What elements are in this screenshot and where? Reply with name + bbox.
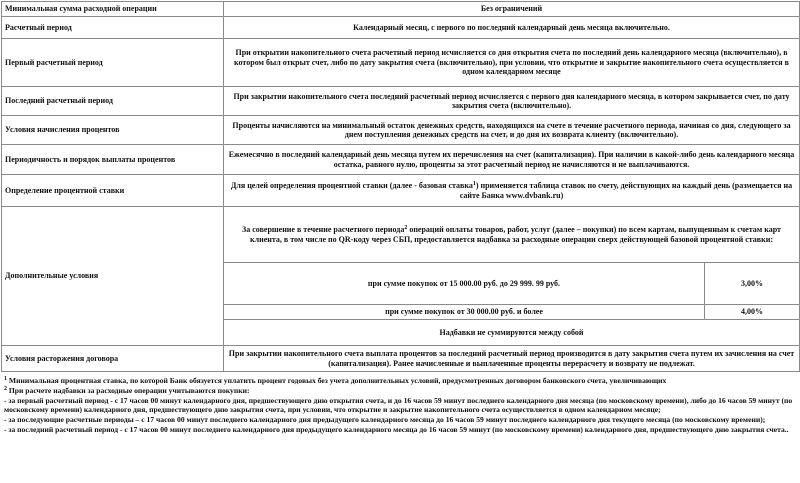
footnote-number: 1 xyxy=(4,376,7,382)
tier-rate: 4,00% xyxy=(705,305,800,320)
row-value: При открытии накопительного счета расчетный период исчисляется со дня открытия счета по последний день календарного месяца (включительно), в котором был открыт счет, либо по дату закрытия счета (включительно), при условии, что открытие и закрытие накопительного счета осуществляется в одном календарном месяце xyxy=(224,39,800,87)
footnote-text: При расчете надбавки за расходные операции учитываются покупки: xyxy=(7,385,250,395)
table-row xyxy=(2,175,800,207)
rate-definition-text: Для целей определения процентной ставки (далее - базовая ставка xyxy=(230,181,473,190)
row-value: При закрытии накопительного счета выплата процентов за последний расчетный период производится в дату закрытия счета путем их зачисления на счет (капитализация). Ранее начисленные и выплаченные проценты перерасчету и возврату не подлежат. xyxy=(224,346,800,372)
footnote-line: - за последующие расчетные периоды – с 17 часов 00 минут последнего календарного дня предыдущего календарного месяца до 16 часов 59 минут последнего календарного дня текущего месяца (по московскому времени); xyxy=(4,415,766,425)
row-label: Расчетный период xyxy=(2,17,224,39)
bonus-intro-text-cont: операций оплаты товаров, работ, услуг (далее – покупки) по всем картам, выпущенным к счетам карт клиента, в том числе по QR-коду через СБП, предоставляется надбавка за расходные операции сверх действующей базовой процентной ставки: xyxy=(250,225,781,244)
bonus-intro-text: За совершение в течение расчетного периода xyxy=(242,225,405,234)
tier-condition: при сумме покупок от 30 000.00 руб. и более xyxy=(224,305,705,320)
footnote-ref: 1 xyxy=(472,181,476,187)
table-row xyxy=(2,116,800,145)
tier-rate: 3,00% xyxy=(705,263,800,305)
bonus-intro xyxy=(224,207,800,263)
row-label: Первый расчетный период xyxy=(2,39,224,87)
row-value: Календарный месяц, с первого по последний календарный день месяца включительно. xyxy=(224,17,800,39)
table-row xyxy=(2,17,800,39)
row-value: Ежемесячно в последний календарный день месяца путем их перечисления на счет (капитализация). При наличии в какой-либо день календарного месяца остатка, равного нулю, проценты за этот расчетный период не начисляются и не выплачиваются. xyxy=(224,145,800,175)
row-value: Проценты начисляются на минимальный остаток денежных средств, находящихся на счете в течение расчетного периода, начиная со дня, следующего за днем поступления денежных средств на счет, и до дня их возврата клиенту (включительно). xyxy=(224,116,800,145)
row-label: Условия начисления процентов xyxy=(2,116,224,145)
table-row xyxy=(2,346,800,372)
footnote-2 xyxy=(4,386,796,396)
additional-conditions-label: Дополнительные условия xyxy=(2,207,224,346)
deposit-terms-table xyxy=(1,1,800,372)
table-row xyxy=(2,87,800,116)
rate-definition-text-cont: ) применяется таблица ставок по счету, действующих на каждый день (размещается на сайте Банка www.dvbank.ru) xyxy=(459,181,793,200)
row-value: При закрытии накопительного счета последний расчетный период исчисляется с первого дня календарного месяца, в котором закрывается счет, по дату закрытия счета (включительно). xyxy=(224,87,800,116)
row-label: Определение процентной ставки xyxy=(2,175,224,207)
table-row xyxy=(2,207,800,263)
row-label: Условия расторжения договора xyxy=(2,346,224,372)
bonus-note: Надбавки не суммируются между собой xyxy=(224,320,800,346)
table-row xyxy=(2,145,800,175)
tier-condition: при сумме покупок от 15 000.00 руб. до 29 999. 99 руб. xyxy=(224,263,705,305)
footnotes xyxy=(4,376,796,435)
footnote-text: Минимальная процентная ставка, по которой Банк обязуется уплатить процент годовых без учета дополнительных условий, предусмотренных договором банковского счета, увеличивающих xyxy=(7,376,667,385)
table-row xyxy=(2,39,800,87)
min-expense-value: Без ограничений xyxy=(224,2,800,17)
min-expense-label: Минимальная сумма расходной операции xyxy=(2,2,224,17)
row-label: Периодичность и порядок выплаты процентов xyxy=(2,145,224,175)
footnote-1 xyxy=(4,376,796,386)
table-row xyxy=(2,2,800,17)
row-value xyxy=(224,175,800,207)
row-label: Последний расчетный период xyxy=(2,87,224,116)
footnote-line: - за последний расчетный период - с 17 часов 00 минут последнего календарного дня предыдущего календарного месяца до 16 часов 59 минут (по московскому времени) календарного дня, предшествующего дню закрытия счета.. xyxy=(4,424,789,434)
footnote-number: 2 xyxy=(4,385,7,392)
footnote-line: - за первый расчетный период - с 17 часов 00 минут календарного дня, предшествующего дню открытия счета, и до 16 часов 59 минут последнего календарного дня месяца (по московскому времени), либо до 16 часов 59 минут (по московскому времени) календарного дня, предшествующего дню закрытия счета, при условии, что открытие и закрытие накопительного счета осуществляется в одном календарном месяце; xyxy=(4,395,793,415)
footnote-ref: 2 xyxy=(404,225,408,231)
